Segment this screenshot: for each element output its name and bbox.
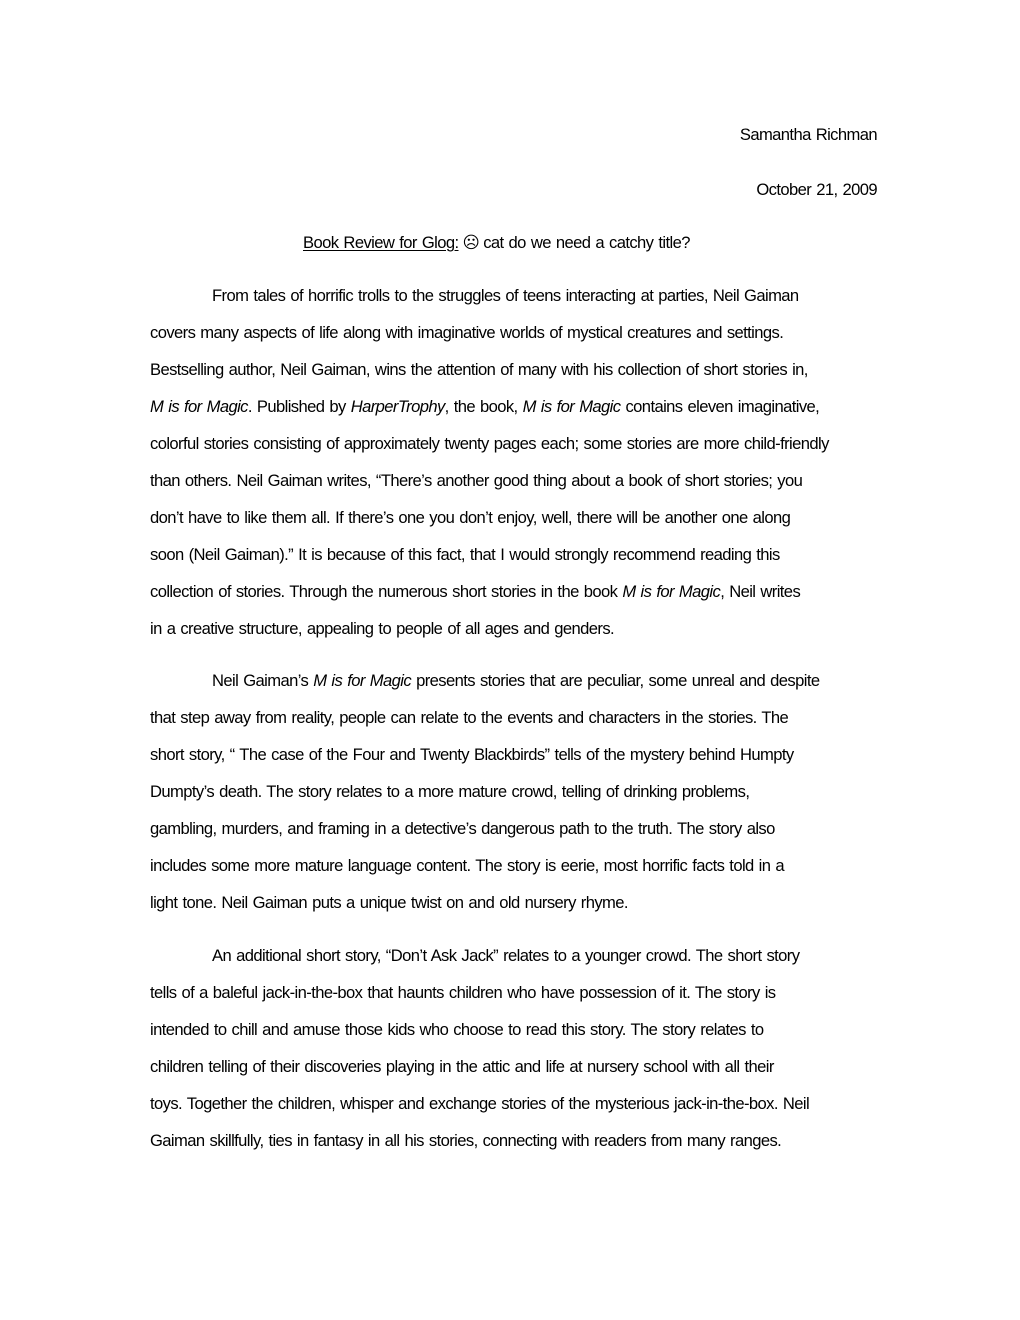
- paragraph1-line: collection of stories. Through the numerous short stories in the book M is for Magic, Neil writes: [150, 582, 801, 601]
- book-title-italic: M is for Magic: [313, 671, 412, 690]
- title-underlined-part: Book Review for Glog: ☹: [303, 233, 480, 252]
- paragraph2-line: Dumpty’s death. The story relates to a more mature crowd, telling of drinking problems,: [150, 782, 750, 801]
- paragraph1-line: M is for Magic. Published by HarperTrophy, the book, M is for Magic contains eleven imaginative,: [150, 397, 820, 416]
- paragraph2-line: includes some more mature language content. The story is eerie, most horrific facts told in a: [150, 856, 785, 875]
- paragraph1-line: than others. Neil Gaiman writes, “There’s another good thing about a book of short stories; you: [150, 471, 803, 490]
- paragraph1-line: From tales of horrific trolls to the struggles of teens interacting at parties, Neil Gaiman: [212, 286, 799, 305]
- publisher-italic: HarperTrophy: [350, 397, 445, 416]
- paragraph2-line: short story, “ The case of the Four and Twenty Blackbirds” tells of the mystery behind Humpty: [150, 745, 794, 764]
- title-rest: cat do we need a catchy title?: [483, 233, 690, 252]
- paragraph3-line: Gaiman skillfully, ties in fantasy in all his stories, connecting with readers from many ranges.: [150, 1131, 782, 1150]
- book-title-italic: M is for Magic: [150, 397, 248, 416]
- paragraph2-line: light tone. Neil Gaiman puts a unique twist on and old nursery rhyme.: [150, 893, 628, 912]
- book-title-italic: M is for Magic: [522, 397, 621, 416]
- paragraph1-line: colorful stories consisting of approximately twenty pages each; some stories are more child-friendly: [150, 434, 829, 453]
- paragraph1-line: don’t have to like them all. If there’s one you don’t enjoy, well, there will be another one along: [150, 508, 791, 527]
- paragraph3-line: An additional short story, “Don’t Ask Jack” relates to a younger crowd. The short story: [212, 946, 800, 965]
- document-title: [303, 233, 690, 253]
- author-name: Samantha Richman: [739, 125, 877, 144]
- paragraph3-line: children telling of their discoveries playing in the attic and life at nursery school with all their: [150, 1057, 774, 1076]
- paragraph1-line: in a creative structure, appealing to people of all ages and genders.: [150, 619, 615, 638]
- paragraph1-line: Bestselling author, Neil Gaiman, wins the attention of many with his collection of short stories in,: [150, 360, 808, 379]
- paragraph2-line: Neil Gaiman’s M is for Magic presents stories that are peculiar, some unreal and despite: [212, 671, 820, 690]
- paragraph3-line: tells of a baleful jack-in-the-box that haunts children who have possession of it. The story is: [150, 983, 776, 1002]
- paragraph2-line: that step away from reality, people can relate to the events and characters in the stories. The: [150, 708, 789, 727]
- paragraph1-line: soon (Neil Gaiman).” It is because of this fact, that I would strongly recommend reading this: [150, 545, 780, 564]
- document-date: October 21, 2009: [756, 180, 877, 199]
- paragraph1-line: covers many aspects of life along with imaginative worlds of mystical creatures and settings.: [150, 323, 784, 342]
- paragraph3-line: toys. Together the children, whisper and exchange stories of the mysterious jack-in-the-box. Neil: [150, 1094, 810, 1113]
- frown-face-icon: ☹: [462, 233, 480, 252]
- paragraph3-line: intended to chill and amuse those kids who choose to read this story. The story relates to: [150, 1020, 764, 1039]
- paragraph2-line: gambling, murders, and framing in a detective’s dangerous path to the truth. The story also: [150, 819, 775, 838]
- book-title-italic: M is for Magic: [622, 582, 721, 601]
